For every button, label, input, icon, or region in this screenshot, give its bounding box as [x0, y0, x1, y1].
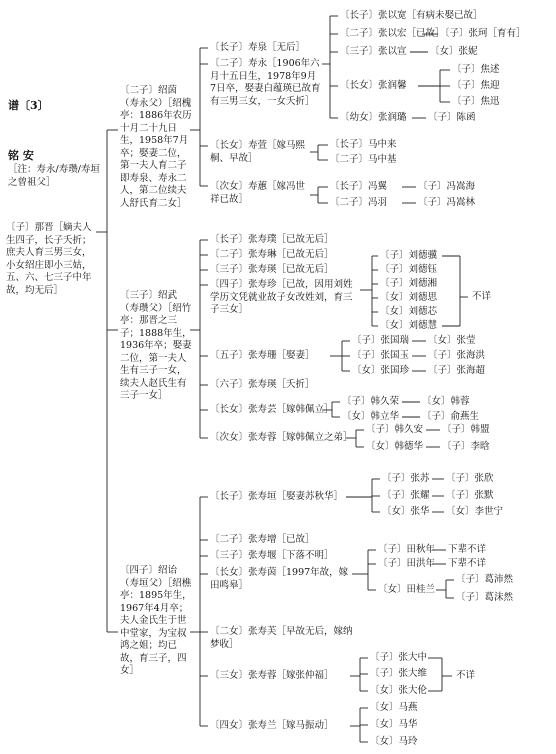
unknown-down-note: 下辈不详 — [448, 544, 487, 555]
gen4-entry: 〔子〕刘德骥 — [380, 250, 438, 261]
gen3-entry: 〔长子〕张寿垣［娶妻苏秋华］ — [210, 491, 344, 502]
gen4-entry: 〔长子〕冯翼 — [330, 181, 388, 192]
gen4-entry: 〔女〕张华 — [382, 506, 430, 517]
gen3-entry: 〔六子〕张寿瑛［夭折］ — [210, 379, 315, 390]
gen4-entry: 〔子〕张国瑞 — [352, 335, 410, 346]
gen4-entry: 〔女〕张大伦 — [370, 685, 428, 696]
gen3-entry: 〔二子〕张寿琳［已故无后］ — [210, 249, 334, 260]
gen5-entry: 〔女〕李世宁 — [446, 506, 504, 517]
gen4-entry: 〔子〕张苏 — [382, 473, 430, 484]
gen4-entry: 〔女〕韩德华 — [366, 441, 424, 452]
unknown-note: 不详 — [456, 670, 476, 681]
gen4-entry: 〔女〕刘德慧 — [380, 320, 438, 331]
gen3-entry: 〔次女〕寿蕙［嫁冯世祥已故］ — [210, 181, 306, 205]
gen3-entry: 〔长子〕张寿璞［已故无后］ — [210, 234, 334, 245]
gen1-entry: 〔子〕那晋［嫡夫人生四子，长子夭折；庶夫人育三男三女，小女绍庄即小三姑，五、六、七三子中年故，均无后］ — [6, 222, 92, 296]
gen4-entry: 〔女〕张国珍 — [352, 365, 410, 376]
gen2-entry-s4: 〔四子〕绍诒（寿垣父）［绍樵亭：1895年生，1967年4月卒；夫人金氏生于世中堂家，为宝叔鸿之姐；均已故，育三子，四女］ — [120, 565, 192, 676]
unknown-note: 不详 — [472, 291, 492, 302]
gen3-entry: 〔二子〕寿永［1906年六月十五日生，1978年9月7日卒，娶妻白蕴瑛已故育有三男三女，一女夭折］ — [210, 58, 321, 107]
gen4-entry: 〔子〕韩久荣 — [342, 396, 400, 407]
gen4-entry: 〔幼女〕张润璐 — [340, 112, 407, 123]
gen3-entry: 〔二子〕张寿增［已故］ — [210, 534, 315, 545]
gen5-entry: 〔女〕张莹 — [428, 335, 476, 346]
gen4-entry: 〔子〕刘德钰 — [380, 264, 438, 275]
gen5-entry: 〔子〕韩盟 — [442, 424, 490, 435]
gen5-entry: 〔子〕李晗 — [442, 441, 490, 452]
gen4-entry: 〔子〕张耀 — [382, 490, 430, 501]
gen5-entry: 〔子〕陈函 — [428, 112, 476, 123]
gen4-entry: 〔女〕马燕 — [370, 702, 418, 713]
gen5-entry: 〔女〕韩蓉 — [422, 396, 470, 407]
gen3-entry: 〔长女〕张寿茵［1997年故，嫁田鸣皋］ — [210, 567, 349, 591]
gen4-entry: 〔子〕韩久安 — [366, 424, 424, 435]
gen4-entry: 〔二子〕冯羽 — [330, 197, 388, 208]
gen3-entry: 〔五子〕张寿珊［娶妻］ — [210, 350, 315, 361]
gen4-entry: 〔三子〕张以宣 — [340, 46, 407, 57]
gen3-entry: 〔四女〕张寿兰［嫁马振动］ — [210, 720, 334, 731]
gen4-entry: 〔二子〕马中基 — [330, 154, 397, 165]
gen5-entry: 〔子〕冯嵩海 — [418, 181, 476, 192]
page-title: 谱〔3〕 — [8, 99, 49, 112]
unknown-down-note: 下辈不详 — [448, 558, 487, 569]
gen3-entry: 〔三子〕张寿瑛［已故无后］ — [210, 264, 334, 275]
gen4-entry: 〔子〕田洪年 — [378, 558, 436, 569]
gen4-entry: 〔子〕张国玉 — [352, 350, 410, 361]
gen5-entry: 〔女〕张妮 — [430, 46, 478, 57]
gen5-entry: 〔子〕张欣 — [446, 473, 494, 484]
gen3-entry: 〔三女〕张寿蓉［嫁张仲福］ — [210, 670, 334, 681]
gen5-entry: 〔子〕张默 — [446, 490, 494, 501]
gen2-entry-s3: 〔三子〕绍武（寿瓒父）［绍竹亭：那晋之三子；1888年生，1936年卒；娶妻二位，第一夫人生有三子一女，续夫人赵氏生有三子一女］ — [120, 290, 192, 401]
gen5-entry: 〔子〕焦述 — [452, 64, 500, 75]
gen2-entry-s2: 〔二子〕绍茵（寿永父）［绍槐亭：1886年农历十月二十九日生，1958年7月卒；娶妻二位，第一夫人育二子即寿泉、寿永二人，第二位续夫人舒氏育二女］ — [120, 85, 192, 209]
gen4-entry: 〔长子〕马中来 — [330, 139, 397, 150]
gen5-entry: 〔子〕葛沛然 — [456, 574, 514, 585]
gen4-entry: 〔女〕韩立华 — [342, 411, 400, 422]
gen3-entry: 〔长子〕寿泉［无后］ — [210, 42, 306, 53]
gen4-entry: 〔女〕马华 — [370, 719, 418, 730]
gen4-entry: 〔女〕刘德芯 — [380, 306, 438, 317]
gen5-entry: 〔子〕张海洪 — [428, 350, 486, 361]
gen5-entry: 〔子〕焦迅 — [452, 96, 500, 107]
root-name: 铭 安 — [8, 149, 34, 162]
gen3-entry: 〔次女〕张寿蓉［嫁韩佩立之弟］ — [210, 432, 353, 443]
gen3-entry: 〔四子〕张寿珍［已故，因用刘姓学历文凭就业故子女改姓刘，育三子三女］ — [210, 279, 353, 315]
gen3-entry: 〔长女〕张寿芸［嫁韩佩立］ — [210, 404, 334, 415]
gen5-entry: 〔子〕冯嵩林 — [418, 197, 476, 208]
gen4-entry: 〔长女〕张润馨 — [340, 80, 407, 91]
gen4-entry: 〔女〕田桂兰 — [378, 584, 436, 595]
gen5-entry: 〔子〕焦迎 — [452, 80, 500, 91]
gen5-entry: 〔子〕俞燕生 — [422, 411, 480, 422]
gen3-entry: 〔二女〕张寿芙［早故无后，嫁纳梦收］ — [210, 626, 353, 650]
gen3-entry: 〔长女〕寿萱［嫁马熙桐、早故］ — [210, 140, 306, 164]
gen5-entry: 〔子〕张珂［育有］ — [440, 28, 526, 39]
gen5-entry: 〔子〕张海超 — [428, 365, 486, 376]
gen4-entry: 〔子〕刘德湘 — [380, 278, 438, 289]
gen4-entry: 〔子〕田秋年 — [378, 544, 436, 555]
root-note: ［注：寿永/寿瓒/寿垣之曾祖父］ — [8, 164, 100, 188]
gen4-entry: 〔子〕张大中 — [370, 652, 428, 663]
gen3-entry: 〔三子〕张寿堰［下落不明］ — [210, 550, 334, 561]
gen5-entry: 〔子〕葛沫然 — [456, 592, 514, 603]
gen4-entry: 〔子〕张大维 — [370, 668, 428, 679]
gen4-entry: 〔二子〕张以宏［已故］ — [340, 28, 445, 39]
gen4-entry: 〔女〕马玲 — [370, 736, 418, 747]
gen4-entry: 〔长子〕张以宽［有病未娶已故］ — [340, 10, 483, 21]
gen4-entry: 〔女〕刘德思 — [380, 292, 438, 303]
